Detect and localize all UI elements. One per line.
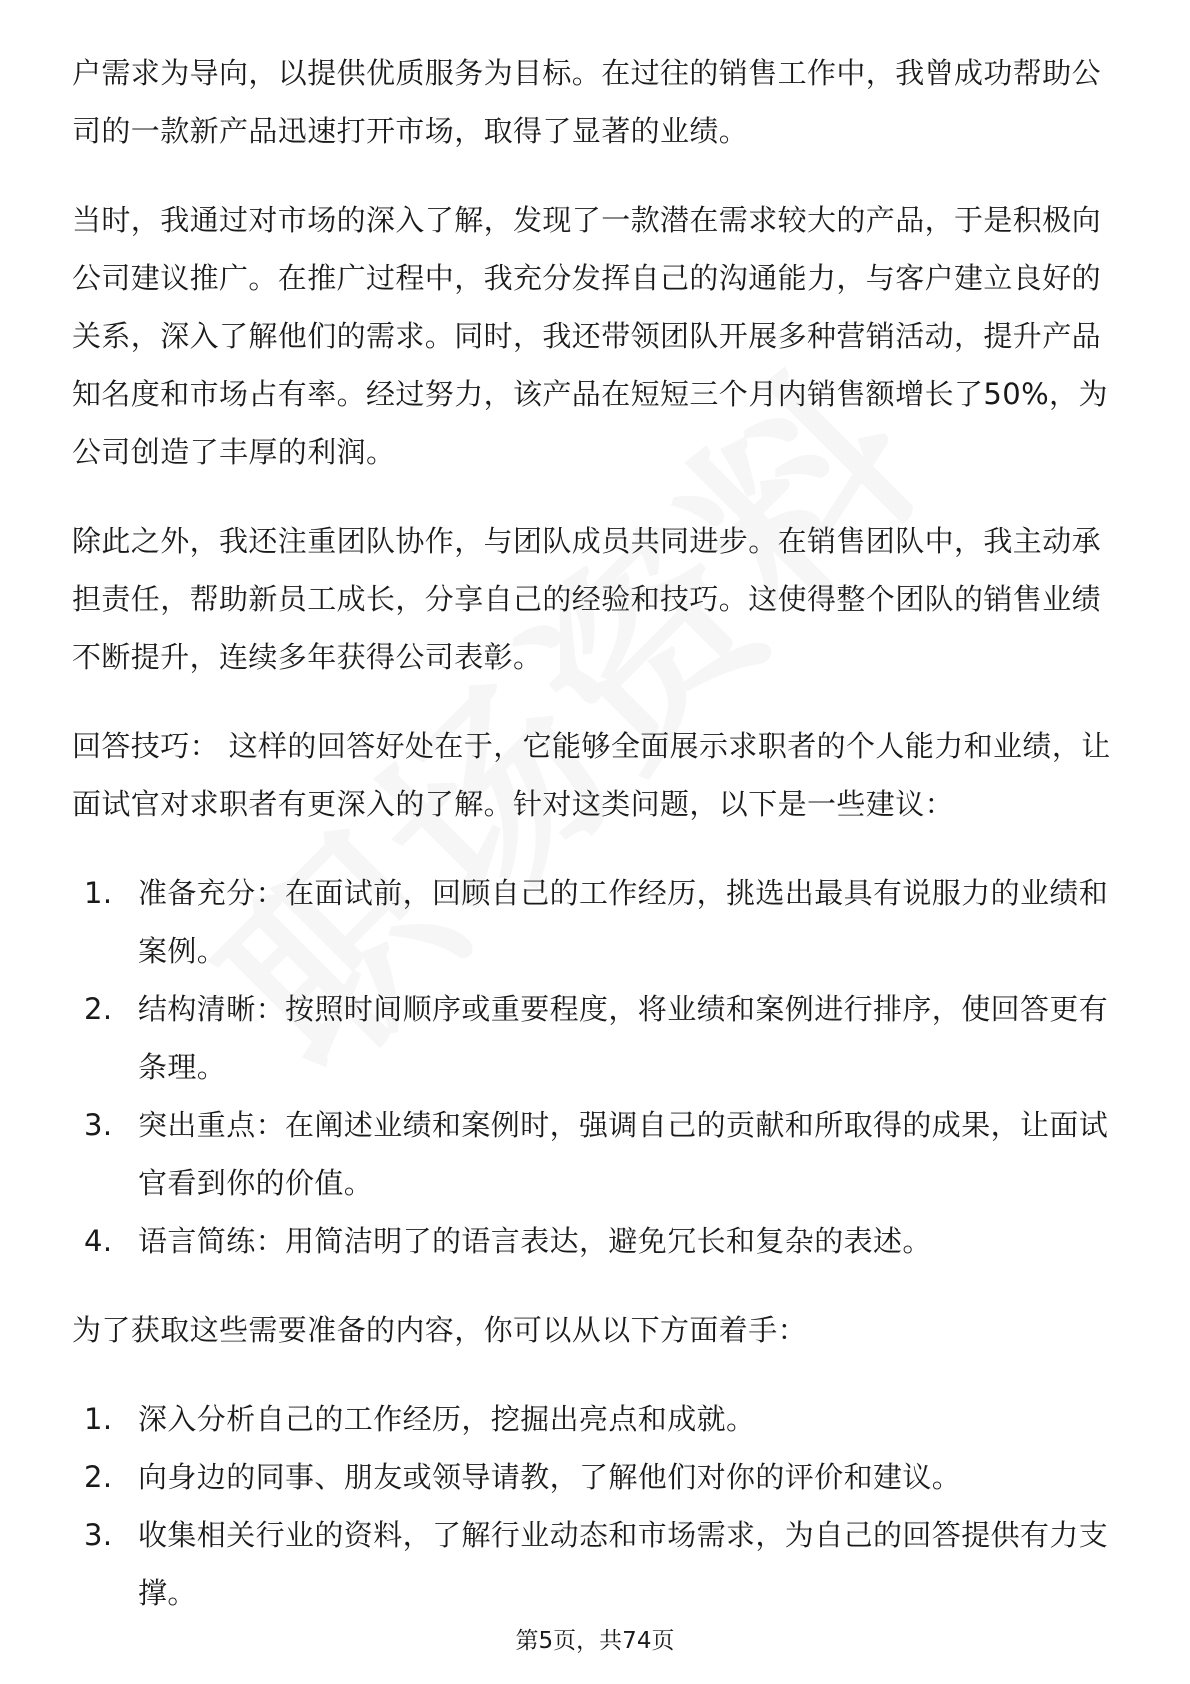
list-number: 2. (84, 992, 113, 1026)
document-body (72, 44, 1122, 1653)
paragraph: 当时，我通过对市场的深入了解，发现了一款潜在需求较大的产品，于是积极向公司建议推广。在推广过程中，我充分发挥自己的沟通能力，与客户建立良好的关系，深入了解他们的需求。同时，我还带领团队开展多种营销活动，提升产品知名度和市场占有率。经过努力，该产品在短短三个月内销售额增长了50%，为公司创造了丰厚的利润。 (72, 203, 1108, 469)
paragraph: 除此之外，我还注重团队协作，与团队成员共同进步。在销售团队中，我主动承担责任，帮助新员工成长，分享自己的经验和技巧。这使得整个团队的销售业绩不断提升，连续多年获得公司表彰。 (72, 524, 1102, 674)
list-item (72, 1448, 1122, 1506)
list-text: 语言简练：用简洁明了的语言表达，避免冗长和复杂的表述。 (138, 1224, 932, 1258)
paragraph: 户需求为导向，以提供优质服务为目标。在过往的销售工作中，我曾成功帮助公司的一款新产品迅速打开市场，取得了显著的业绩。 (72, 56, 1102, 148)
list-text: 突出重点：在阐述业绩和案例时，强调自己的贡献和所取得的成果，让面试官看到你的价值。 (138, 1108, 1109, 1200)
list-number: 1. (84, 1402, 113, 1436)
list-item (72, 1506, 1122, 1622)
list-number: 1. (84, 876, 113, 910)
list-text: 深入分析自己的工作经历，挖掘出亮点和成就。 (138, 1402, 756, 1436)
list-item (72, 1390, 1122, 1448)
list-number: 4. (84, 1224, 113, 1258)
list-item (72, 1096, 1122, 1212)
list-number: 3. (84, 1108, 113, 1142)
paragraph: 为了获取这些需要准备的内容，你可以从以下方面着手： (72, 1313, 808, 1347)
list-text: 向身边的同事、朋友或领导请教，了解他们对你的评价和建议。 (138, 1460, 962, 1494)
list-text: 准备充分：在面试前，回顾自己的工作经历，挑选出最具有说服力的业绩和案例。 (138, 876, 1109, 968)
page-footer: 第5页，共74页 (515, 1628, 675, 1654)
list-item (72, 864, 1122, 980)
tips-list (72, 864, 1122, 1270)
list-number: 3. (84, 1518, 113, 1552)
answer-tips-paragraph: 回答技巧： 这样的回答好处在于，它能够全面展示求职者的个人能力和业绩，让面试官对求职者有更深入的了解。针对这类问题，以下是一些建议： (72, 729, 1111, 821)
list-text: 收集相关行业的资料，了解行业动态和市场需求，为自己的回答提供有力支撑。 (138, 1518, 1109, 1610)
list-number: 2. (84, 1460, 113, 1494)
prep-list (72, 1390, 1122, 1622)
list-item (72, 1212, 1122, 1270)
list-text: 结构清晰：按照时间顺序或重要程度，将业绩和案例进行排序，使回答更有条理。 (138, 992, 1109, 1084)
list-item (72, 980, 1122, 1096)
